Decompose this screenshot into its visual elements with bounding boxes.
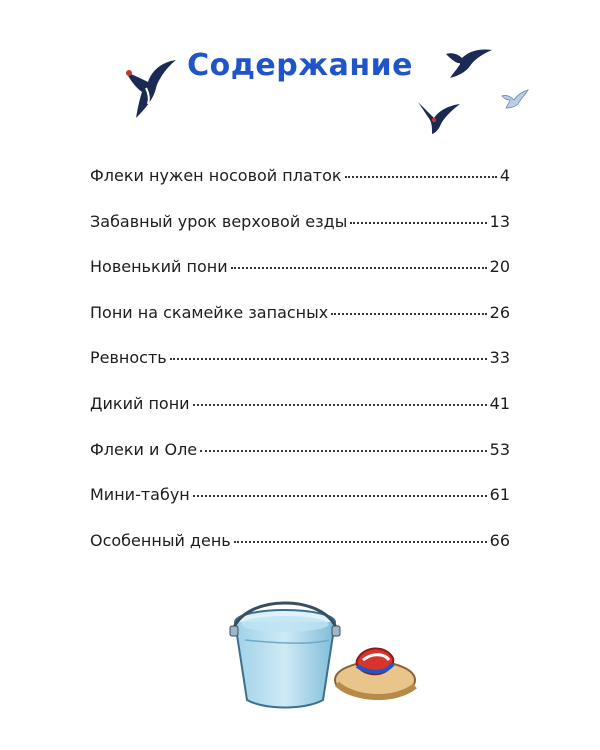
toc-entry-title: Новенький пони bbox=[90, 257, 228, 277]
toc-entry[interactable] bbox=[90, 393, 510, 442]
toc-leader-dots bbox=[200, 450, 487, 452]
toc-entry-page: 53 bbox=[489, 439, 510, 459]
toc-entry-page: 33 bbox=[489, 348, 510, 368]
bucket-icon bbox=[225, 600, 425, 715]
toc-entry-title: Флеки нужен носовой платок bbox=[90, 166, 342, 185]
toc-entry-title: Ревность bbox=[90, 348, 167, 368]
toc-entry-title: Дикий пони bbox=[90, 393, 190, 413]
toc-entry[interactable] bbox=[90, 168, 510, 214]
toc-entry[interactable] bbox=[90, 487, 510, 533]
table-of-contents bbox=[90, 168, 510, 578]
toc-entry[interactable] bbox=[90, 530, 510, 579]
toc-entry[interactable] bbox=[90, 302, 510, 351]
toc-entry-page: 66 bbox=[489, 530, 510, 550]
toc-entry-page: 41 bbox=[489, 393, 510, 413]
toc-entry-title: Пони на скамейке запасных bbox=[90, 302, 329, 322]
toc-entry-title: Особенный день bbox=[90, 530, 231, 550]
toc-entry-title: Флеки и Оле bbox=[90, 439, 198, 459]
toc-leader-dots bbox=[170, 358, 487, 360]
brush-icon bbox=[335, 648, 415, 698]
toc-entry[interactable] bbox=[90, 350, 510, 396]
toc-leader-dots bbox=[350, 222, 486, 224]
toc-entry-page: 61 bbox=[489, 485, 510, 505]
toc-leader-dots bbox=[345, 176, 497, 178]
page-title: Содержание bbox=[187, 48, 413, 83]
swallow-icon bbox=[416, 98, 464, 136]
toc-leader-dots bbox=[231, 267, 487, 269]
toc-leader-dots bbox=[331, 313, 486, 315]
toc-entry[interactable] bbox=[90, 439, 510, 488]
toc-entry-title: Мини-табун bbox=[90, 485, 190, 505]
toc-leader-dots bbox=[193, 404, 487, 406]
toc-entry-page: 4 bbox=[499, 166, 510, 185]
toc-entry-page: 26 bbox=[489, 302, 510, 322]
toc-entry[interactable] bbox=[90, 259, 510, 305]
toc-entry-page: 20 bbox=[489, 257, 510, 277]
toc-leader-dots bbox=[193, 495, 487, 497]
toc-leader-dots bbox=[234, 541, 487, 543]
toc-entry-page: 13 bbox=[489, 211, 510, 231]
swallow-icon bbox=[500, 88, 530, 110]
toc-entry-title: Забавный урок верховой езды bbox=[90, 211, 348, 231]
toc-entry[interactable] bbox=[90, 211, 510, 260]
